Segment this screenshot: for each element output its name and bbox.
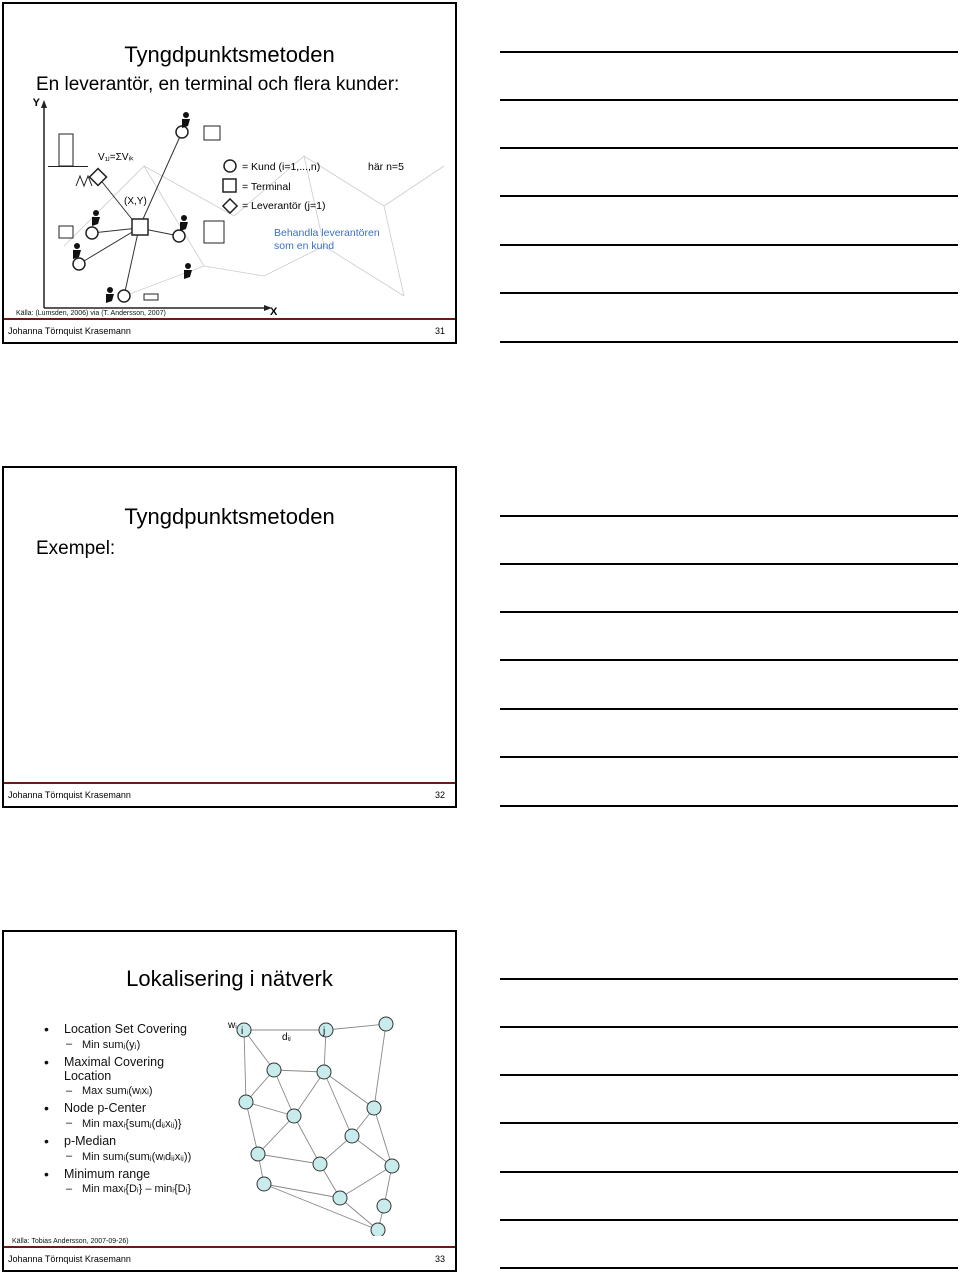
note-line bbox=[500, 708, 958, 710]
slide-title: Tyngdpunktsmetoden bbox=[124, 42, 335, 67]
node-i-label: i bbox=[241, 1026, 244, 1037]
note-line bbox=[500, 51, 958, 53]
slide-33 bbox=[2, 930, 457, 1272]
slide-footer bbox=[4, 318, 455, 342]
slide-32 bbox=[2, 466, 457, 808]
network-graph bbox=[224, 1016, 424, 1236]
note-line bbox=[500, 1074, 958, 1076]
bullet-sub: – Min sumⱼ(yⱼ) bbox=[44, 1038, 204, 1051]
note-line bbox=[500, 659, 958, 661]
bullet-main: • Minimum range bbox=[44, 1167, 204, 1181]
note-line bbox=[500, 805, 958, 807]
volume-formula: V₁ⱼ=ΣVᵢₖ bbox=[98, 152, 135, 163]
source-note: Källa: Tobias Andersson, 2007-09-26) bbox=[12, 1238, 129, 1245]
source-note: Källa: (Lumsden, 2006) via (T. Andersson, 2007) bbox=[16, 310, 166, 317]
note-line bbox=[500, 147, 958, 149]
node-weight-label: wᵢ bbox=[228, 1020, 237, 1031]
footer-author: Johanna Törnquist Krasemann bbox=[8, 326, 131, 336]
slide-title: Lokalisering i nätverk bbox=[126, 966, 333, 991]
legend-n-note: här n=5 bbox=[368, 161, 404, 173]
note-line bbox=[500, 292, 958, 294]
slide-31 bbox=[2, 2, 457, 344]
note-line bbox=[500, 244, 958, 246]
node-j-label: j bbox=[323, 1026, 326, 1037]
slide-footer bbox=[4, 1246, 455, 1270]
bullet-sub: – Min maxᵢ{sumⱼ(dᵢⱼxᵢⱼ)} bbox=[44, 1117, 204, 1130]
note-line bbox=[500, 1219, 958, 1221]
bullet-main: • p-Median bbox=[44, 1134, 204, 1148]
note-line bbox=[500, 1026, 958, 1028]
bullet-main: • Node p-Center bbox=[44, 1101, 204, 1115]
page-number: 33 bbox=[434, 1254, 445, 1264]
page-number: 31 bbox=[434, 326, 445, 336]
bullet-sub: – Max sumᵢ(wᵢxᵢ) bbox=[44, 1085, 204, 1097]
legend-kund: = Kund (i=1,...,n) bbox=[242, 161, 321, 173]
blue-note-2: som en kund bbox=[274, 240, 335, 252]
note-line bbox=[500, 99, 958, 101]
note-line bbox=[500, 195, 958, 197]
bullet-list bbox=[44, 1022, 204, 1199]
bullet-main: • Location Set Covering bbox=[44, 1022, 204, 1036]
note-line bbox=[500, 611, 958, 613]
note-line bbox=[500, 1267, 958, 1269]
legend-terminal: = Terminal bbox=[242, 181, 291, 193]
note-line bbox=[500, 1122, 958, 1124]
xy-label: (X,Y) bbox=[124, 196, 147, 207]
footer-author: Johanna Törnquist Krasemann bbox=[8, 1254, 131, 1264]
note-line bbox=[500, 978, 958, 980]
note-line bbox=[500, 515, 958, 517]
blue-note-1: Behandla leverantören bbox=[274, 227, 380, 239]
legend-leverantor: = Leverantör (j=1) bbox=[242, 200, 326, 212]
note-line bbox=[500, 341, 958, 343]
note-line bbox=[500, 756, 958, 758]
note-line bbox=[500, 563, 958, 565]
slide-footer bbox=[4, 782, 455, 806]
note-line bbox=[500, 1171, 958, 1173]
footer-author: Johanna Törnquist Krasemann bbox=[8, 790, 131, 800]
slide-subtitle: Exempel: bbox=[36, 538, 116, 559]
slide-title: Tyngdpunktsmetoden bbox=[124, 504, 335, 529]
bullet-sub: – Min maxᵢ{Dᵢ} – minᵢ{Dᵢ} bbox=[44, 1183, 204, 1195]
bullet-main: • Maximal Covering Location bbox=[44, 1055, 204, 1083]
axis-y-label: Y bbox=[32, 97, 40, 109]
page-number: 32 bbox=[434, 790, 445, 800]
centroid-figure bbox=[4, 96, 455, 316]
distance-label: dᵢⱼ bbox=[282, 1032, 291, 1043]
axis-x-label: X bbox=[270, 306, 278, 316]
slide-subtitle: En leverantör, en terminal och flera kunder: bbox=[36, 74, 400, 95]
bullet-sub: – Min sumᵢ(sumⱼ(wᵢdᵢⱼxᵢⱼ)) bbox=[44, 1150, 204, 1163]
